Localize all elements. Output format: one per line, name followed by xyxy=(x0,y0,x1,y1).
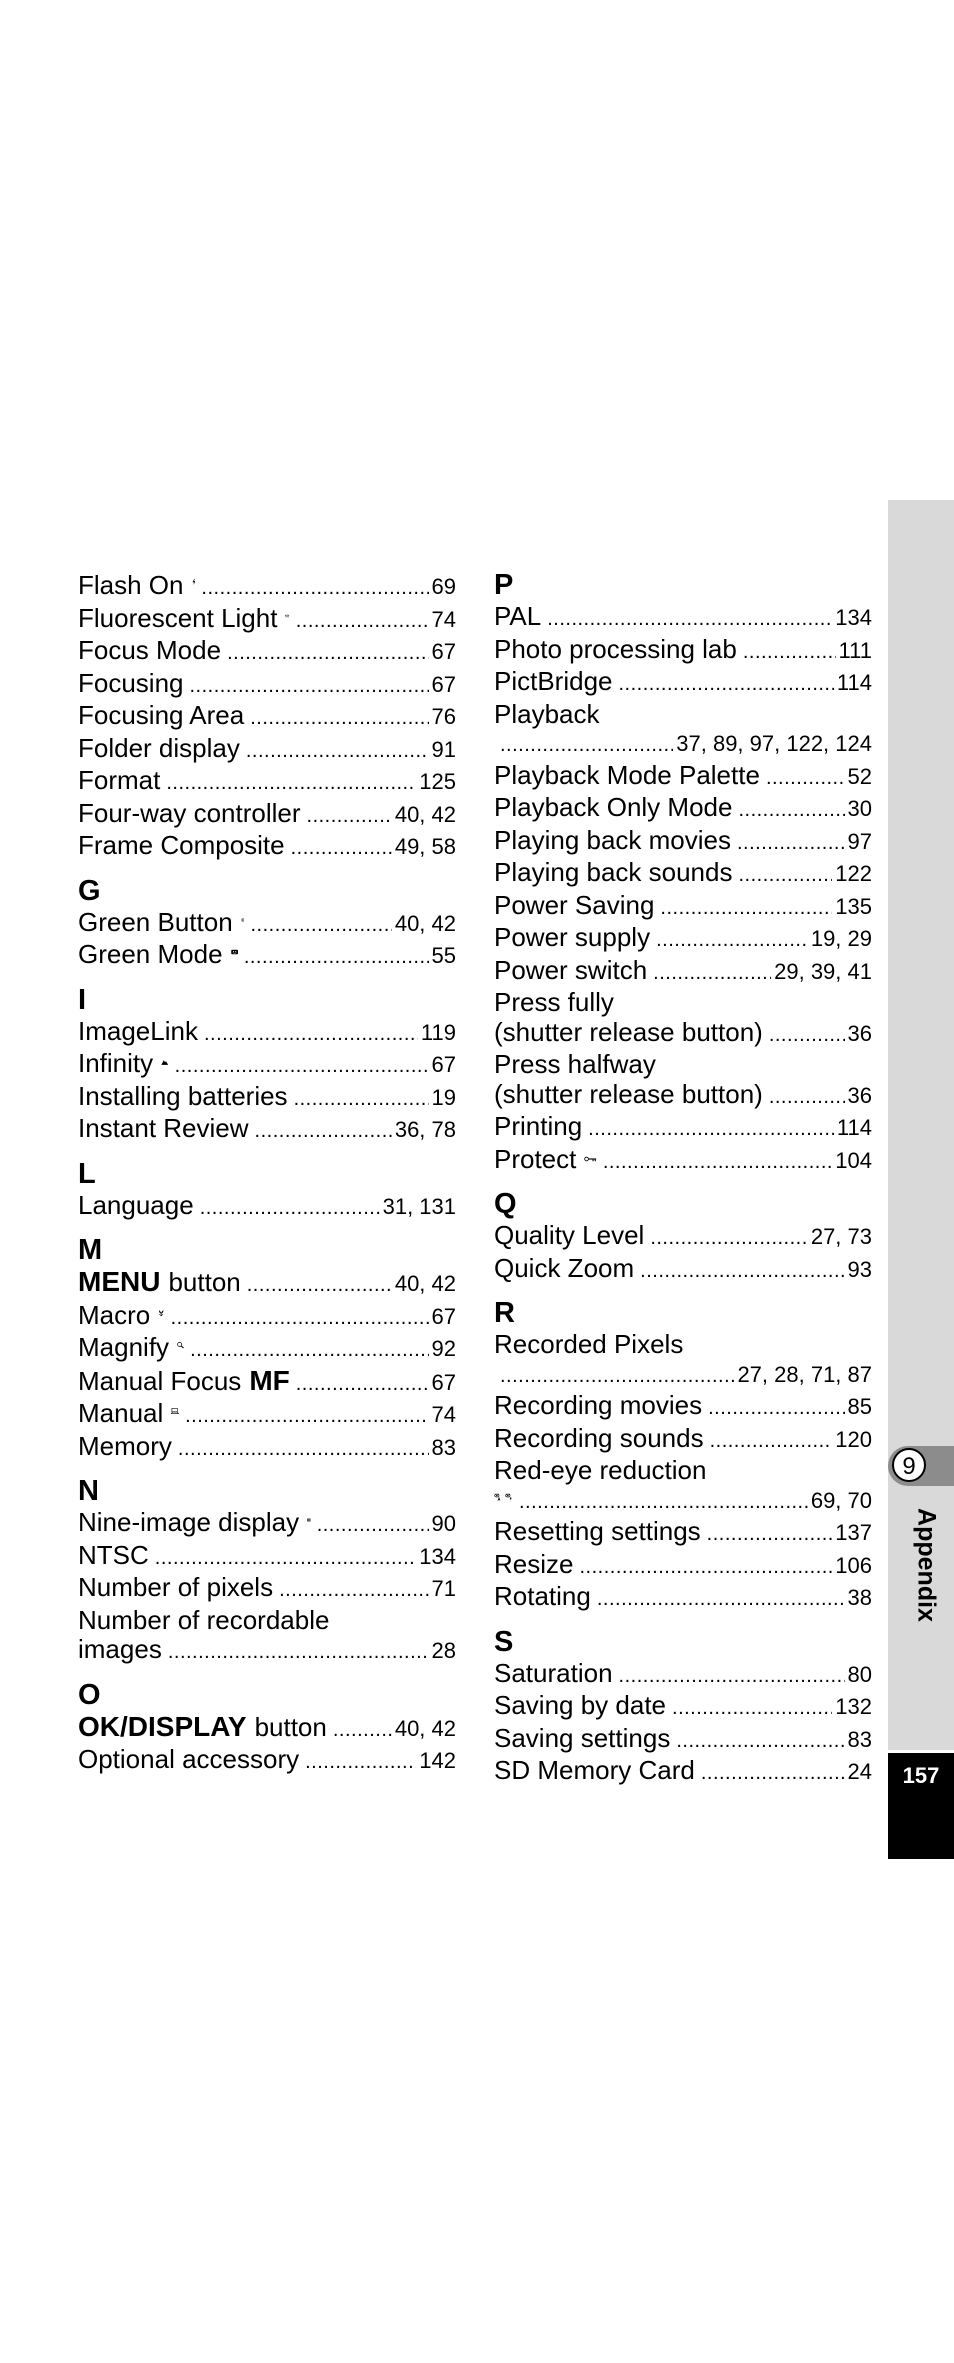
dot-leader xyxy=(738,796,844,826)
index-entry xyxy=(494,793,872,826)
dot-leader xyxy=(175,1052,429,1082)
index-pages: 137 xyxy=(835,1520,872,1545)
index-term: images xyxy=(78,1634,162,1664)
dot-leader xyxy=(738,861,832,891)
index-term: Optional accessory xyxy=(78,1744,300,1774)
dot-leader xyxy=(619,670,834,700)
dot-leader xyxy=(519,1488,808,1518)
index-term: Frame Composite xyxy=(78,830,285,860)
page-number: 157 xyxy=(902,1763,940,1788)
section-letter: I xyxy=(78,983,87,1016)
index-term: button xyxy=(254,1711,327,1742)
menu-button-label: MENU xyxy=(78,1266,161,1297)
index-term-line1: Press fully xyxy=(494,987,614,1017)
dot-leader xyxy=(710,1427,833,1457)
index-entry xyxy=(78,636,456,669)
index-entry xyxy=(78,908,456,941)
section-letter: Q xyxy=(494,1188,517,1220)
index-pages: 67 xyxy=(431,671,456,697)
index-term: Resetting settings xyxy=(494,1516,701,1546)
index-term: Protect xyxy=(494,1143,577,1174)
index-entry xyxy=(494,667,872,700)
index-pages: 92 xyxy=(431,1336,456,1361)
index-pages: 37, 89, 97, 122, 124 xyxy=(676,731,872,756)
index-entry xyxy=(494,1145,872,1178)
index-term: Printing xyxy=(494,1111,583,1141)
index-pages: 83 xyxy=(847,1726,872,1752)
index-entry xyxy=(78,1114,456,1147)
index-term: Playing back sounds xyxy=(494,857,733,887)
index-pages: 69, 70 xyxy=(810,1487,872,1513)
dot-leader xyxy=(171,1304,429,1334)
index-entry xyxy=(78,1017,456,1050)
mf-label: MF xyxy=(249,1364,290,1396)
index-term: Number of pixels xyxy=(78,1572,274,1602)
index-entry xyxy=(494,858,872,891)
index-pages: 52 xyxy=(847,763,872,789)
index-term: Focusing xyxy=(78,667,184,698)
index-term: Green Mode xyxy=(78,939,223,969)
index-term: Manual Focus xyxy=(78,1365,242,1396)
index-entry xyxy=(78,1745,456,1778)
index-pages: 74 xyxy=(431,606,456,632)
section-letter: N xyxy=(78,1475,99,1507)
index-entry xyxy=(494,635,872,668)
dot-leader xyxy=(294,1085,429,1115)
index-entry xyxy=(494,1659,872,1692)
dot-leader xyxy=(185,1402,428,1432)
index-term: Format xyxy=(78,765,161,795)
chapter-number: 9 xyxy=(892,1448,926,1482)
index-pages: 36 xyxy=(847,1020,872,1046)
dot-leader xyxy=(672,1694,832,1724)
index-entry xyxy=(78,1712,456,1746)
index-pages: 97 xyxy=(847,828,872,854)
dot-leader xyxy=(307,802,392,832)
index-pages: 104 xyxy=(835,1147,872,1173)
dot-leader xyxy=(743,638,836,668)
index-column-left xyxy=(78,570,456,1778)
macro-flower-icon xyxy=(158,1302,164,1324)
index-pages: 83 xyxy=(431,1434,456,1460)
ok-display-button-label: OK/DISPLAY xyxy=(78,1710,247,1742)
chapter-label: Appendix xyxy=(912,1508,941,1622)
dot-leader xyxy=(588,1115,834,1145)
index-term-line1: Recorded Pixels xyxy=(494,1329,684,1359)
index-entry xyxy=(494,1724,872,1757)
index-entry xyxy=(494,1691,872,1724)
index-entry xyxy=(78,1399,456,1432)
index-pages: 28 xyxy=(431,1638,456,1663)
red-eye-auto-icon xyxy=(494,1486,501,1508)
index-pages: 114 xyxy=(836,670,872,695)
index-entry xyxy=(78,1333,456,1366)
index-term: Rotating xyxy=(494,1581,591,1611)
index-term: Resize xyxy=(494,1548,574,1579)
index-term: Fluorescent Light xyxy=(78,602,278,633)
section-letter: S xyxy=(494,1625,514,1658)
index-term: Macro xyxy=(78,1299,151,1330)
index-pages: 67 xyxy=(431,639,456,664)
index-entry xyxy=(78,1635,456,1668)
dot-leader xyxy=(296,607,429,637)
dot-leader xyxy=(190,1336,428,1366)
index-pages: 71 xyxy=(431,1576,456,1601)
index-term: Saving by date xyxy=(494,1690,667,1720)
index-pages: 135 xyxy=(835,893,872,919)
index-entry xyxy=(78,604,456,637)
index-entry xyxy=(78,799,456,832)
index-pages: 106 xyxy=(835,1552,872,1578)
index-term: ImageLink xyxy=(78,1015,198,1046)
chapter-label-wrapper xyxy=(896,1500,954,1630)
index-term-line1: Number of recordable xyxy=(78,1604,330,1635)
dot-leader xyxy=(769,1083,845,1113)
index-pages: 114 xyxy=(836,1115,872,1140)
index-entry xyxy=(78,1267,456,1301)
dot-leader xyxy=(291,834,392,864)
index-pages: 29, 39, 41 xyxy=(774,958,872,984)
index-pages: 85 xyxy=(847,1394,872,1419)
index-pages: 91 xyxy=(431,736,456,762)
index-pages: 27, 73 xyxy=(810,1224,872,1249)
index-pages: 76 xyxy=(431,704,456,729)
index-entry xyxy=(494,1018,872,1051)
key-icon xyxy=(584,1150,596,1168)
index-term: Saturation xyxy=(494,1657,613,1688)
dot-leader xyxy=(619,1662,845,1692)
index-entry xyxy=(78,766,456,799)
index-term: Nine-image display xyxy=(78,1507,300,1537)
index-term: (shutter release button) xyxy=(494,1078,763,1109)
index-entry xyxy=(78,669,456,702)
section-letter: L xyxy=(78,1157,96,1190)
index-entry xyxy=(494,1360,872,1392)
index-term: PictBridge xyxy=(494,666,613,696)
dot-leader xyxy=(737,829,845,859)
section-letter: M xyxy=(78,1234,103,1266)
index-term: Playback Only Mode xyxy=(494,792,733,822)
index-term: Saving settings xyxy=(494,1722,671,1753)
dot-leader xyxy=(650,1224,808,1254)
index-term: Manual xyxy=(78,1398,164,1428)
index-entry xyxy=(494,1486,872,1518)
index-term: Power supply xyxy=(494,922,651,952)
index-entry xyxy=(78,701,456,734)
green-mode-icon xyxy=(231,941,238,963)
index-pages: 122 xyxy=(835,861,872,886)
index-term: Green Button xyxy=(78,906,233,937)
section-letter: O xyxy=(78,1678,101,1711)
index-term: Four-way controller xyxy=(78,797,301,828)
index-term: PAL xyxy=(494,601,542,631)
index-entry xyxy=(494,923,872,956)
dot-leader xyxy=(296,1370,429,1400)
dot-leader xyxy=(701,1759,845,1789)
index-entry xyxy=(78,570,456,604)
index-pages: 119 xyxy=(420,1019,456,1045)
dot-leader xyxy=(769,1021,845,1051)
index-term: Playing back movies xyxy=(494,824,731,855)
dot-leader xyxy=(255,1117,392,1147)
nine-image-display-icon xyxy=(307,1509,311,1531)
dot-leader xyxy=(640,1257,844,1287)
dot-leader xyxy=(168,1638,429,1668)
index-entry xyxy=(78,734,456,767)
index-entry xyxy=(78,1191,456,1224)
dot-leader xyxy=(579,1553,832,1583)
dot-leader xyxy=(244,943,429,973)
dot-leader xyxy=(603,1148,832,1178)
dot-leader xyxy=(250,911,391,941)
green-button-icon xyxy=(241,909,245,931)
index-entry xyxy=(78,1432,456,1465)
index-pages: 111 xyxy=(838,637,872,663)
index-term: NTSC xyxy=(78,1539,149,1570)
index-pages: 40, 42 xyxy=(394,910,456,936)
index-entry xyxy=(494,1391,872,1424)
index-term: Playback Mode Palette xyxy=(494,759,760,790)
dot-leader xyxy=(250,704,428,734)
dot-leader xyxy=(305,1748,416,1778)
index-entry xyxy=(494,761,872,794)
dot-leader xyxy=(708,1394,844,1424)
dot-leader xyxy=(279,1576,428,1606)
index-pages: 30 xyxy=(847,796,872,821)
dot-leader xyxy=(766,764,845,794)
index-entry xyxy=(494,826,872,859)
index-entry xyxy=(494,956,872,989)
red-eye-flash-icon xyxy=(505,1486,513,1508)
index-entry xyxy=(78,1082,456,1115)
dot-leader xyxy=(166,769,416,799)
index-term: Language xyxy=(78,1189,194,1220)
index-pages: 132 xyxy=(835,1694,872,1719)
index-term: button xyxy=(168,1267,241,1297)
index-pages: 38 xyxy=(847,1585,872,1610)
index-term: Power switch xyxy=(494,954,648,985)
index-entry xyxy=(494,729,872,761)
index-pages: 134 xyxy=(835,605,872,630)
dot-leader xyxy=(190,672,429,702)
index-entry xyxy=(78,1301,456,1334)
index-pages: 74 xyxy=(431,1402,456,1427)
dot-leader xyxy=(656,926,808,956)
dot-leader xyxy=(178,1435,429,1465)
infinity-mountain-icon xyxy=(161,1052,169,1072)
dot-leader xyxy=(200,1194,380,1224)
index-term: Magnify xyxy=(78,1332,170,1362)
index-term: Recording movies xyxy=(494,1390,703,1420)
index-entry xyxy=(494,1080,872,1113)
index-pages: 24 xyxy=(847,1759,872,1784)
index-pages: 40, 42 xyxy=(394,801,456,827)
index-pages: 40, 42 xyxy=(394,1715,456,1741)
index-term: Quality Level xyxy=(494,1220,645,1250)
index-term: Photo processing lab xyxy=(494,633,737,664)
index-pages: 31, 131 xyxy=(382,1193,456,1219)
index-entry xyxy=(494,1517,872,1550)
index-entry xyxy=(494,1550,872,1583)
index-pages: 67 xyxy=(431,1052,456,1077)
dot-leader xyxy=(227,639,428,669)
index-pages: 19 xyxy=(431,1084,456,1110)
index-entry xyxy=(78,1541,456,1574)
index-entry xyxy=(78,1366,456,1400)
index-entry xyxy=(78,1508,456,1541)
index-term-line1: Press halfway xyxy=(494,1049,656,1079)
dot-leader xyxy=(333,1716,392,1746)
index-pages: 27, 28, 71, 87 xyxy=(737,1361,872,1387)
index-term: (shutter release button) xyxy=(494,1016,763,1047)
dot-leader xyxy=(707,1520,833,1550)
index-term: Memory xyxy=(78,1430,172,1461)
magnify-icon xyxy=(177,1334,184,1356)
dot-leader xyxy=(317,1511,429,1541)
index-pages: 36 xyxy=(847,1082,872,1108)
index-entry xyxy=(494,1254,872,1287)
dot-leader xyxy=(201,574,428,604)
fluorescent-light-icon xyxy=(285,605,289,627)
index-entry xyxy=(494,602,872,635)
index-pages: 69 xyxy=(431,574,456,599)
section-letter: P xyxy=(494,569,514,601)
dot-leader xyxy=(676,1727,844,1757)
index-pages: 93 xyxy=(847,1256,872,1282)
section-letter: R xyxy=(494,1297,515,1329)
index-term: Instant Review xyxy=(78,1113,249,1143)
index-pages: 49, 58 xyxy=(394,834,456,859)
index-term: Recording sounds xyxy=(494,1422,704,1453)
index-entry xyxy=(494,1582,872,1615)
dot-leader xyxy=(597,1585,845,1615)
index-entry xyxy=(78,831,456,864)
index-pages: 67 xyxy=(431,1369,456,1395)
index-term: Focusing Area xyxy=(78,700,245,730)
dot-leader xyxy=(500,731,673,761)
section-letter: G xyxy=(78,874,101,907)
dot-leader xyxy=(204,1020,418,1050)
index-pages: 80 xyxy=(847,1661,872,1687)
index-entry xyxy=(78,940,456,973)
index-term: SD Memory Card xyxy=(494,1755,695,1785)
dot-leader xyxy=(547,605,832,635)
index-term: Installing batteries xyxy=(78,1080,288,1111)
index-pages: 19, 29 xyxy=(810,926,872,951)
index-term: Infinity xyxy=(78,1048,154,1078)
dot-leader xyxy=(246,737,429,767)
index-pages: 134 xyxy=(419,1543,456,1569)
index-pages: 120 xyxy=(835,1426,872,1452)
index-pages: 125 xyxy=(419,769,456,794)
index-term: Quick Zoom xyxy=(494,1252,635,1283)
index-entry xyxy=(494,1221,872,1254)
index-pages: 90 xyxy=(431,1511,456,1536)
index-column-right xyxy=(494,570,872,1789)
index-term: Flash On xyxy=(78,570,184,600)
index-entry xyxy=(78,1573,456,1606)
index-term-line1: Red-eye reduction xyxy=(494,1455,707,1485)
index-entry xyxy=(78,1049,456,1082)
index-term: Focus Mode xyxy=(78,635,222,665)
dot-leader xyxy=(500,1362,734,1392)
index-term-line1: Playback xyxy=(494,698,600,729)
index-pages: 55 xyxy=(431,943,456,968)
dot-leader xyxy=(653,959,771,989)
index-entry xyxy=(494,1112,872,1145)
index-term: Power Saving xyxy=(494,889,655,920)
index-term: Folder display xyxy=(78,732,240,763)
dot-leader xyxy=(155,1544,417,1574)
index-pages: 40, 42 xyxy=(394,1271,456,1296)
index-entry xyxy=(494,1424,872,1457)
index-pages: 67 xyxy=(431,1303,456,1329)
index-entry xyxy=(494,891,872,924)
flash-icon xyxy=(192,570,196,594)
dot-leader xyxy=(247,1271,392,1301)
manual-white-balance-icon xyxy=(171,1400,179,1422)
index-pages: 36, 78 xyxy=(394,1117,456,1142)
index-pages: 142 xyxy=(419,1748,456,1773)
index-entry xyxy=(494,1756,872,1789)
dot-leader xyxy=(660,894,832,924)
